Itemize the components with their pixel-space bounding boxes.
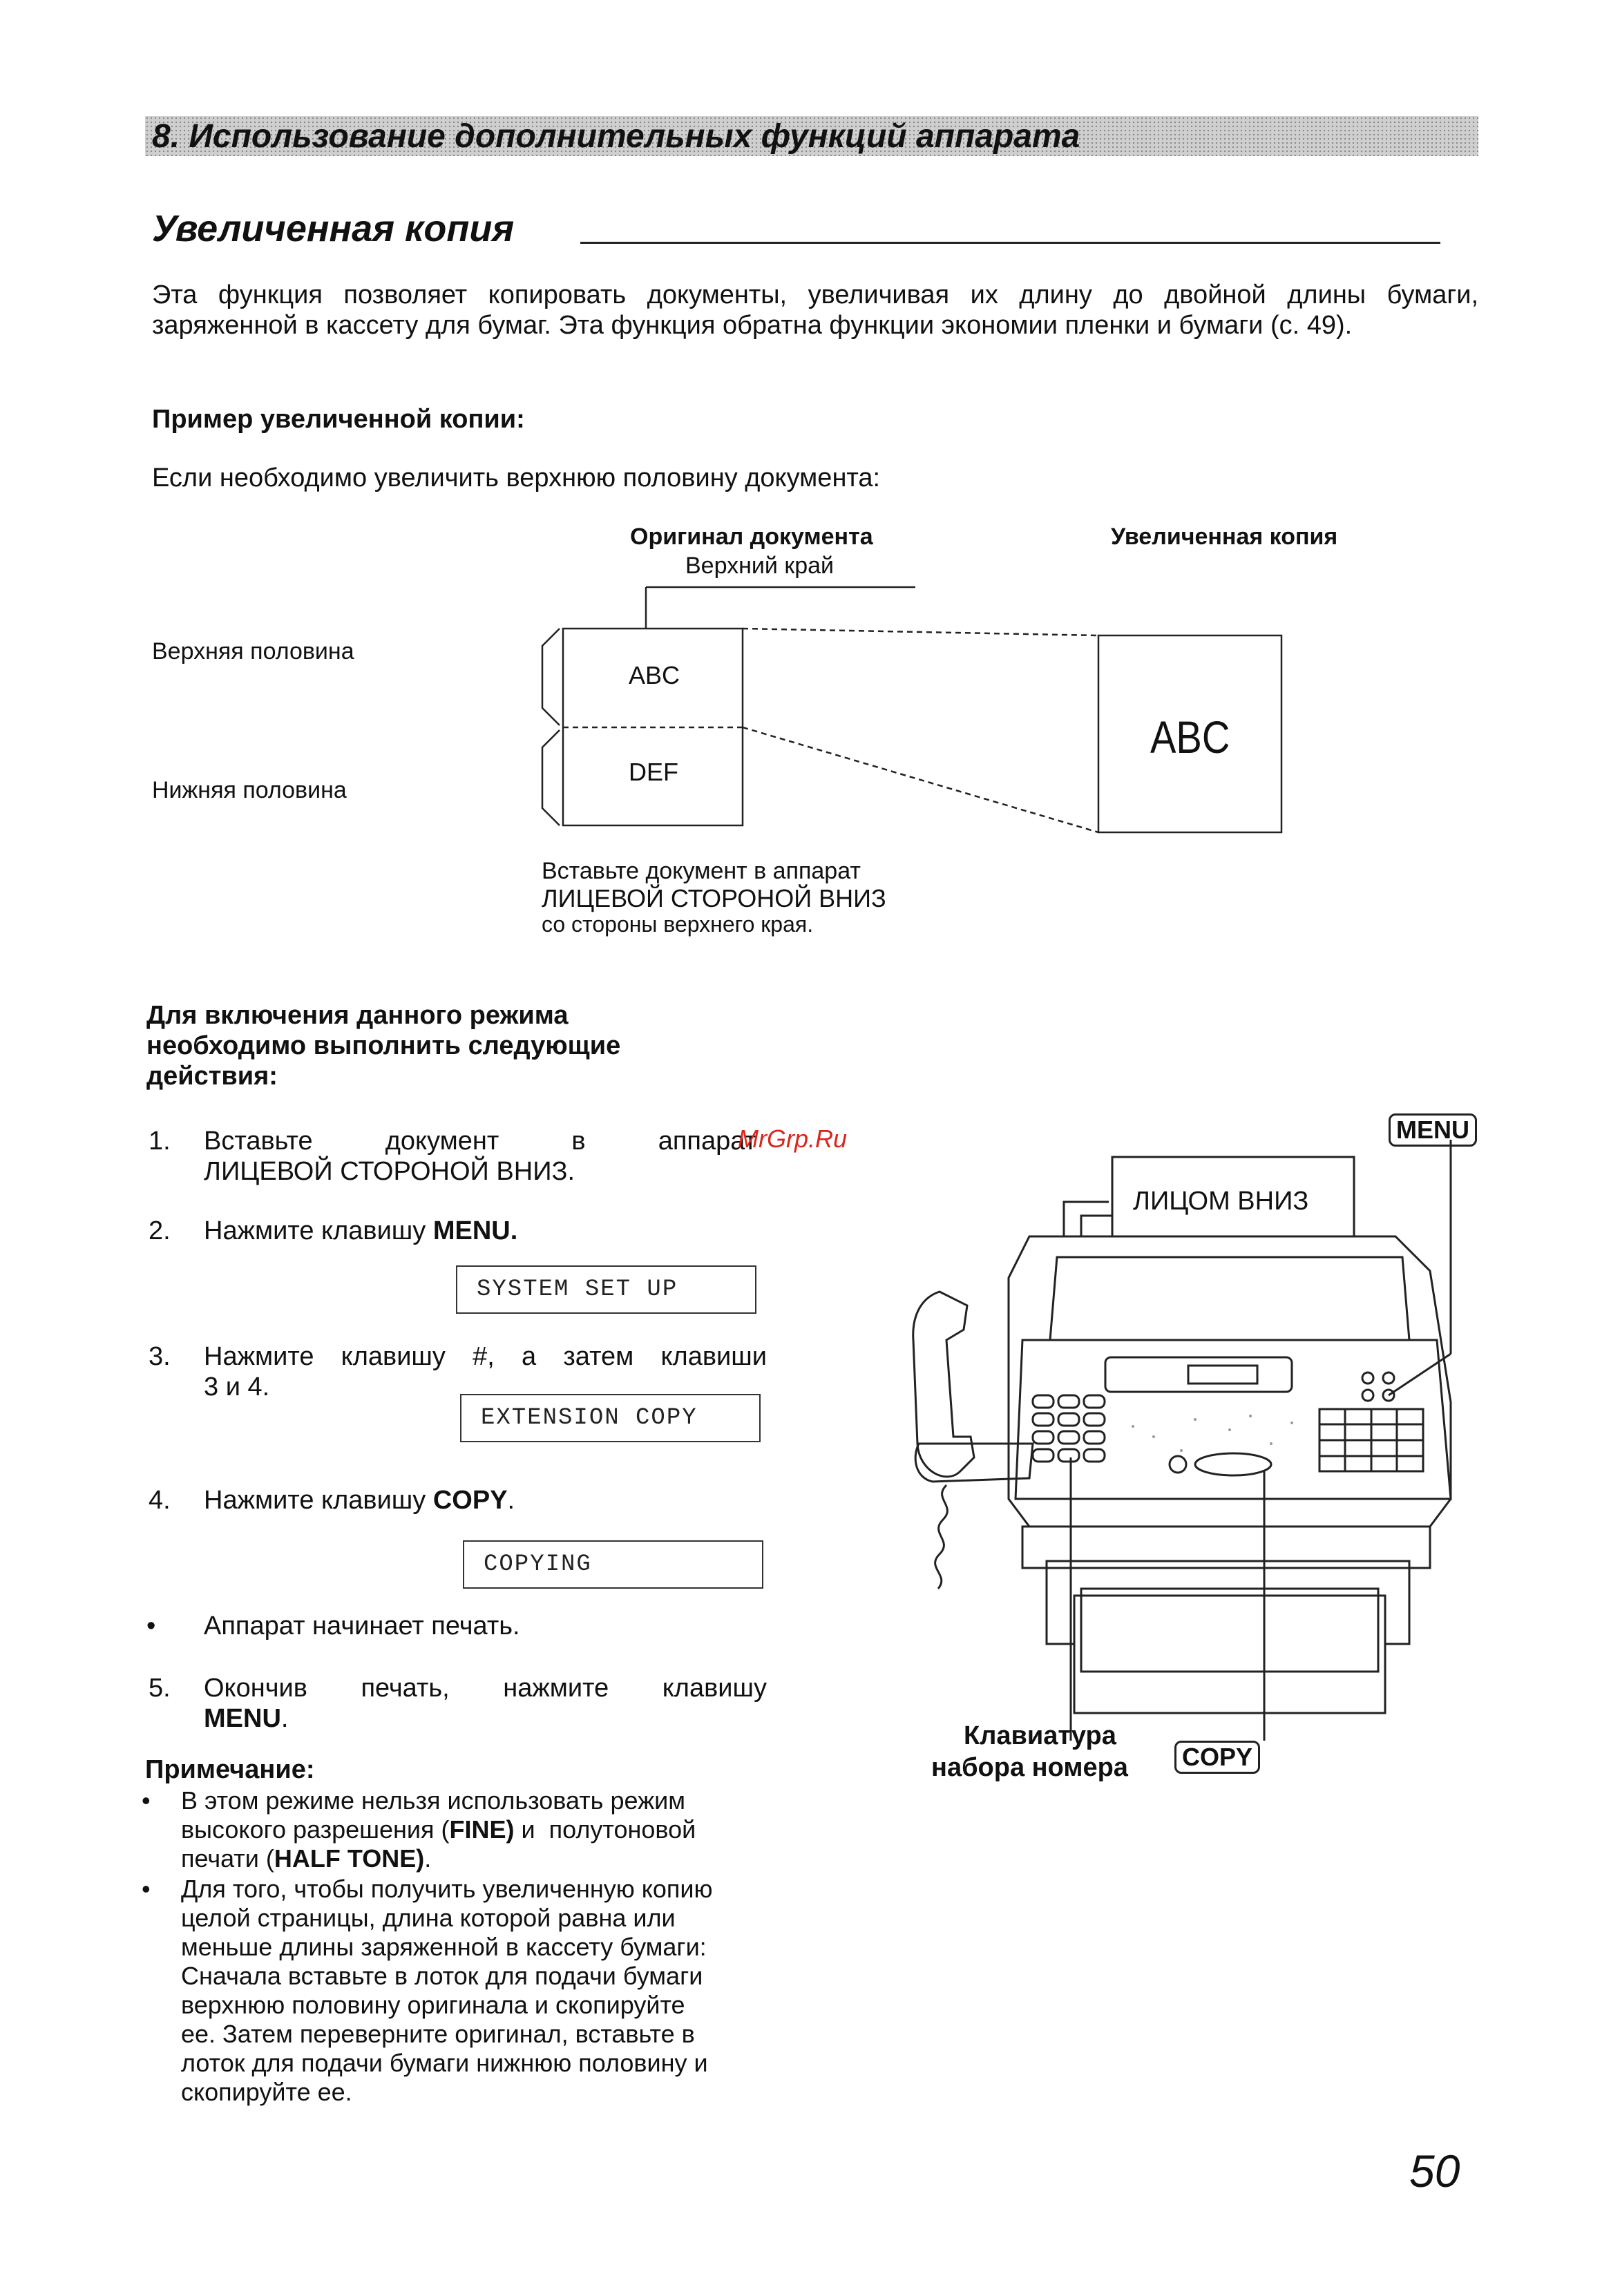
step-2-key: MENU. — [432, 1216, 518, 1245]
step-3-line-1: Нажмите клавишу #, а затем клавиши — [204, 1342, 767, 1371]
note-bullet-2-marker: • — [142, 1875, 151, 1903]
lcd-display-3: COPYING — [463, 1540, 763, 1589]
section-header-bar — [145, 116, 1478, 156]
step-3-number: 3. — [149, 1342, 171, 1371]
insert-line-2: ЛИЦЕВОЙ СТОРОНОЙ ВНИЗ — [542, 884, 886, 912]
step-4-key: COPY — [432, 1486, 508, 1515]
copy-key-label: COPY — [1174, 1741, 1260, 1774]
page-title: Увеличенная копия — [152, 208, 515, 249]
original-label: Оригинал документа — [630, 524, 873, 550]
step-1-number: 1. — [149, 1127, 171, 1156]
step-1-line-1 — [204, 1126, 756, 1156]
upper-half-label: Верхняя половина — [152, 638, 354, 664]
step-5-word: Окончив — [204, 1674, 307, 1703]
watermark: MrGrp.Ru — [738, 1125, 848, 1153]
note-text: . — [424, 1844, 432, 1873]
note-line: Сначала вставьте в лоток для подачи бумаги — [181, 1962, 703, 1990]
note-bullet-1-marker: • — [142, 1786, 151, 1815]
step-5-number: 5. — [149, 1674, 171, 1703]
note-line: В этом режиме нельзя использовать режим — [181, 1786, 686, 1815]
example-heading: Пример увеличенной копии: — [152, 405, 525, 434]
step-2-text — [204, 1216, 517, 1246]
step-4-text — [204, 1485, 515, 1515]
procedure-heading-1: Для включения данного режима — [146, 1001, 569, 1030]
lcd-display-1: SYSTEM SET UP — [456, 1265, 756, 1314]
enlarged-label: Увеличенная копия — [1111, 524, 1338, 550]
note-line: целой страницы, длина которой равна или — [181, 1904, 676, 1932]
example-text: Если необходимо увеличить верхнюю половину документа: — [152, 463, 881, 492]
step-5-key: MENU — [204, 1704, 281, 1733]
note-line — [181, 1815, 768, 1844]
step-1-word: документ — [385, 1127, 499, 1156]
step-5-word: печать, — [361, 1674, 450, 1703]
note-fine-key: FINE) — [449, 1815, 515, 1844]
note-line: лоток для подачи бумаги нижнюю половину и — [181, 2049, 708, 2077]
keypad-label-line-2: набора номера — [931, 1753, 1128, 1782]
keypad-label-line-1: Клавиатура — [964, 1721, 1116, 1750]
insert-line-1: Вставьте документ в аппарат — [542, 858, 861, 884]
insert-line-3: со стороны верхнего края. — [542, 912, 814, 937]
top-edge-label: Верхний край — [685, 553, 835, 579]
note-line: верхнюю половину оригинала и скопируйте — [181, 1991, 685, 2019]
note-text: и полутоновой — [514, 1815, 696, 1844]
menu-key-label: MENU — [1389, 1113, 1477, 1147]
step-5-dot: . — [280, 1704, 289, 1733]
note-line: меньше длины заряженной в кассету бумаги: — [181, 1933, 707, 1961]
section-header: 8. Использование дополнительных функций аппарата — [152, 118, 1080, 155]
step-5-word: клавишу — [662, 1674, 767, 1703]
lower-half-label: Нижняя половина — [152, 777, 347, 803]
lcd-display-2: EXTENSION COPY — [460, 1394, 761, 1442]
step-4-dot: . — [507, 1486, 515, 1515]
upper-text: ABC — [629, 661, 680, 689]
step-1-line-2: ЛИЦЕВОЙ СТОРОНОЙ ВНИЗ. — [204, 1157, 575, 1186]
note-text: высокого разрешения ( — [181, 1815, 450, 1844]
step-2-label: Нажмите клавишу — [204, 1216, 433, 1245]
page-number: 50 — [1409, 2145, 1460, 2197]
step-5-word: нажмите — [503, 1674, 609, 1703]
note-line: ее. Затем переверните оригинал, вставьте в — [181, 2020, 695, 2048]
lower-text: DEF — [629, 758, 678, 786]
note-line: скопируйте ее. — [181, 2078, 352, 2106]
step-1-word: Вставьте — [204, 1127, 313, 1156]
step-3-line-2: 3 и 4. — [204, 1372, 270, 1401]
bullet-marker: • — [146, 1611, 156, 1640]
bullet-text: Аппарат начинает печать. — [204, 1611, 520, 1640]
enlarged-text: ABC — [1150, 711, 1230, 763]
note-line: Для того, чтобы получить увеличенную копию — [181, 1875, 713, 1903]
note-heading: Примечание: — [145, 1755, 315, 1784]
enlargement-diagram — [525, 577, 1285, 839]
note-line — [181, 1844, 768, 1873]
step-4-label: Нажмите клавишу — [204, 1486, 433, 1515]
note-text: печати ( — [181, 1844, 274, 1873]
title-underline — [580, 242, 1440, 244]
step-2-number: 2. — [149, 1216, 171, 1245]
step-1-word: аппарат — [658, 1127, 756, 1156]
step-5-line-1 — [204, 1673, 767, 1703]
intro-paragraph: Эта функция позволяет копировать документы, увеличивая их длину до двойной длины бумаги, заряженной в кассету для бумаг. Эта функция обратна функции экономии пленки и бумаги (с. 49). — [152, 280, 1478, 340]
note-bullet-2 — [181, 1875, 768, 2107]
procedure-heading-3: действия: — [146, 1062, 278, 1091]
paper-label: ЛИЦОМ ВНИЗ — [1133, 1187, 1309, 1216]
note-halftone-key: HALF TONE) — [274, 1844, 425, 1873]
procedure-heading-2: необходимо выполнить следующие — [146, 1031, 621, 1060]
note-bullet-1 — [181, 1786, 768, 1873]
step-1-word: в — [571, 1127, 586, 1156]
step-4-number: 4. — [149, 1486, 171, 1515]
step-5-line-2 — [204, 1703, 288, 1734]
